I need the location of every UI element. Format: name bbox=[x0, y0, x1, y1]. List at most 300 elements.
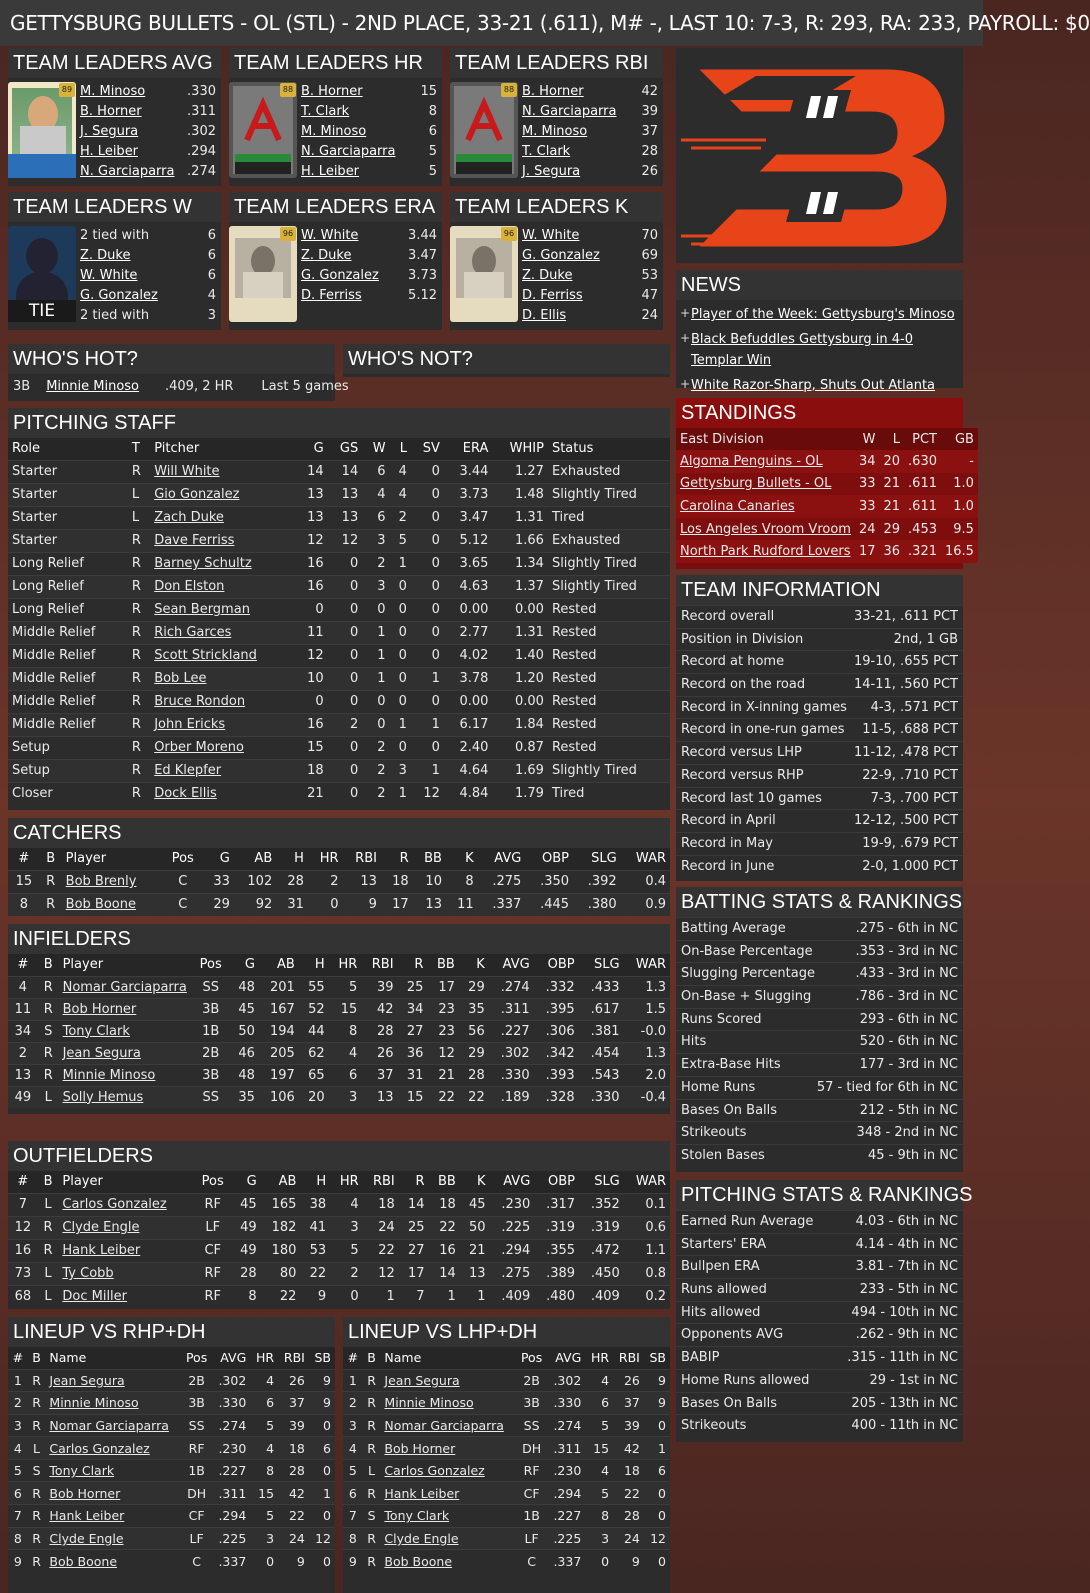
player-card-image bbox=[8, 82, 76, 178]
stat-value: 4.03 - 6th in NC bbox=[855, 1214, 958, 1229]
leader-value: .330 bbox=[187, 84, 216, 99]
table-cell: R bbox=[28, 1482, 46, 1505]
column-header[interactable]: OBP bbox=[534, 1171, 579, 1193]
player-link[interactable]: Don Elston bbox=[150, 575, 295, 598]
column-header[interactable]: Pos bbox=[194, 1171, 230, 1193]
player-link[interactable]: Bob Boone bbox=[45, 1550, 181, 1573]
column-header[interactable]: # bbox=[8, 954, 38, 976]
column-header[interactable]: K bbox=[446, 848, 478, 870]
table-cell: 0 bbox=[309, 1414, 335, 1437]
player-link[interactable]: Hank Leiber bbox=[380, 1482, 516, 1505]
player-link[interactable]: Hank Leiber bbox=[45, 1505, 181, 1528]
column-header[interactable]: AVG bbox=[478, 848, 526, 870]
table-cell: 22 bbox=[363, 1239, 399, 1262]
column-header[interactable]: WAR bbox=[624, 954, 670, 976]
table-cell: 9 bbox=[8, 1550, 28, 1573]
leader-row bbox=[80, 102, 216, 122]
table-row bbox=[343, 1459, 670, 1482]
player-link[interactable]: Hank Leiber bbox=[58, 1239, 194, 1262]
column-header[interactable]: B bbox=[363, 1347, 381, 1369]
column-header[interactable]: B bbox=[38, 1171, 59, 1193]
player-link[interactable]: Nomar Garciaparra bbox=[45, 1414, 181, 1437]
table-row bbox=[8, 1482, 335, 1505]
player-link[interactable]: Bruce Rondon bbox=[150, 690, 295, 713]
player-link[interactable]: Orber Moreno bbox=[150, 736, 295, 759]
table-cell: 6 bbox=[585, 1392, 613, 1415]
column-header[interactable]: Pos bbox=[163, 848, 202, 870]
column-header[interactable]: R bbox=[398, 954, 428, 976]
table-cell: 18 bbox=[428, 1193, 459, 1216]
column-header[interactable]: # bbox=[343, 1347, 363, 1369]
pitching-stats-heading: PITCHING STATS & RANKINGS bbox=[676, 1180, 963, 1210]
column-header[interactable]: BB bbox=[427, 954, 458, 976]
column-header[interactable]: WAR bbox=[621, 848, 670, 870]
batting-stats-heading: BATTING STATS & RANKINGS bbox=[676, 887, 963, 917]
column-header[interactable]: Player bbox=[59, 954, 193, 976]
table-cell: 1 bbox=[362, 644, 389, 667]
table-cell: 1 bbox=[309, 1482, 335, 1505]
column-header[interactable]: G bbox=[295, 438, 327, 460]
player-link[interactable]: John Ericks bbox=[150, 713, 295, 736]
leader-name[interactable]: W. White bbox=[80, 268, 138, 283]
column-header[interactable]: B bbox=[38, 954, 59, 976]
table-cell: Tired bbox=[548, 782, 670, 805]
leader-row bbox=[80, 122, 216, 142]
table-cell: 9 bbox=[343, 1550, 363, 1573]
player-link[interactable]: Bob Horner bbox=[59, 998, 193, 1020]
column-header[interactable]: Name bbox=[45, 1347, 181, 1369]
column-header[interactable]: Pos bbox=[516, 1347, 547, 1369]
column-header[interactable]: AVG bbox=[490, 1171, 535, 1193]
player-link[interactable]: Ed Klepfer bbox=[150, 759, 295, 782]
leader-value: 6 bbox=[207, 228, 216, 243]
standings-cell: 33 bbox=[858, 498, 876, 514]
table-cell: 3.44 bbox=[444, 460, 492, 483]
table-cell: 8 bbox=[446, 870, 478, 893]
table-row bbox=[8, 1285, 670, 1308]
table-cell: 6.17 bbox=[444, 713, 492, 736]
player-link[interactable]: Bob Lee bbox=[150, 667, 295, 690]
table-cell: .302 bbox=[212, 1369, 250, 1392]
stat-label: Opponents AVG bbox=[681, 1327, 784, 1343]
player-link[interactable]: Clyde Engle bbox=[380, 1527, 516, 1550]
standings-team-link[interactable]: Gettysburg Bullets - OL bbox=[680, 476, 832, 492]
table-cell: 0 bbox=[309, 1505, 335, 1528]
player-link[interactable]: Doc Miller bbox=[58, 1285, 194, 1308]
table-cell: 5 bbox=[585, 1482, 613, 1505]
stat-row bbox=[676, 855, 963, 878]
column-header[interactable]: K bbox=[460, 1171, 490, 1193]
stat-value: 212 - 5th in NC bbox=[859, 1102, 958, 1118]
stat-label: Position in Division bbox=[681, 631, 804, 647]
column-header[interactable]: # bbox=[8, 848, 40, 870]
player-link[interactable]: Nomar Garciaparra bbox=[59, 976, 193, 998]
stat-value: 293 - 6th in NC bbox=[859, 1011, 958, 1027]
table-header-row bbox=[8, 438, 670, 460]
table-cell: Starter bbox=[8, 460, 128, 483]
column-header[interactable]: Role bbox=[8, 438, 128, 460]
player-link[interactable]: Nomar Garciaparra bbox=[380, 1414, 516, 1437]
column-header[interactable]: ERA bbox=[444, 438, 492, 460]
stat-row bbox=[676, 1121, 963, 1144]
leader-name[interactable]: N. Garciaparra bbox=[301, 144, 396, 159]
lineup-rhp-table bbox=[8, 1347, 335, 1572]
table-cell: 3.78 bbox=[444, 667, 492, 690]
table-cell: 56 bbox=[459, 1020, 489, 1042]
player-link[interactable]: Bob Boone bbox=[62, 893, 164, 916]
player-link[interactable]: Dock Ellis bbox=[150, 782, 295, 805]
table-row bbox=[8, 870, 670, 893]
leader-name[interactable]: D. Ferriss bbox=[301, 288, 362, 303]
leader-name[interactable]: T. Clark bbox=[301, 104, 350, 119]
table-cell: 18 bbox=[363, 1193, 399, 1216]
leader-row bbox=[301, 142, 437, 162]
table-cell: R bbox=[128, 713, 150, 736]
leaders-era-heading: TEAM LEADERS ERA bbox=[229, 192, 442, 222]
column-header[interactable]: Pitcher bbox=[150, 438, 295, 460]
column-header[interactable]: AVG bbox=[489, 954, 534, 976]
news-item[interactable]: + Player of the Week: Gettysburg's Minoso bbox=[676, 302, 963, 327]
table-cell: 29 bbox=[459, 1042, 489, 1064]
table-cell: 26 bbox=[361, 1042, 397, 1064]
player-link[interactable]: Carlos Gonzalez bbox=[380, 1459, 516, 1482]
table-row bbox=[8, 1193, 670, 1216]
leader-name[interactable]: G. Gonzalez bbox=[80, 288, 158, 303]
standings-team-link[interactable]: Los Angeles Vroom Vroom bbox=[680, 521, 851, 537]
player-link[interactable]: Clyde Engle bbox=[58, 1216, 194, 1239]
table-cell: 3 bbox=[585, 1527, 613, 1550]
leader-name[interactable]: H. Leiber bbox=[301, 164, 360, 179]
table-cell: 2 bbox=[328, 713, 363, 736]
table-cell: 39 bbox=[613, 1414, 644, 1437]
player-link[interactable]: Minnie Minoso bbox=[45, 1392, 181, 1415]
table-cell: 9 bbox=[309, 1392, 335, 1415]
stat-value: 45 - 9th in NC bbox=[867, 1147, 958, 1163]
leader-name[interactable]: M. Minoso bbox=[522, 124, 588, 139]
column-header[interactable]: G bbox=[231, 1171, 261, 1193]
stat-value: 19-9, .679 PCT bbox=[862, 835, 958, 851]
table-cell: 1 bbox=[390, 713, 411, 736]
standings-cell: 34 bbox=[858, 453, 876, 469]
column-header[interactable]: OBP bbox=[534, 954, 579, 976]
table-cell: .395 bbox=[534, 998, 579, 1020]
column-header[interactable]: Player bbox=[62, 848, 164, 870]
column-header[interactable]: Name bbox=[380, 1347, 516, 1369]
player-link[interactable]: Carlos Gonzalez bbox=[45, 1437, 181, 1460]
table-cell: 48 bbox=[229, 1064, 259, 1086]
leader-name[interactable]: M. Minoso bbox=[301, 124, 367, 139]
player-link[interactable]: Tony Clark bbox=[380, 1505, 516, 1528]
player-link[interactable]: Barney Schultz bbox=[150, 552, 295, 575]
news-item[interactable]: + White Razor-Sharp, Shuts Out Atlanta bbox=[676, 373, 963, 398]
column-header[interactable]: Status bbox=[548, 438, 670, 460]
player-link[interactable]: Bob Horner bbox=[380, 1437, 516, 1460]
table-row bbox=[8, 667, 670, 690]
table-row bbox=[343, 1369, 670, 1392]
column-header[interactable]: RBI bbox=[363, 1171, 399, 1193]
stat-value: 11-5, .688 PCT bbox=[862, 722, 958, 738]
column-header[interactable]: W bbox=[362, 438, 389, 460]
column-header[interactable]: BB bbox=[413, 848, 446, 870]
stat-label: Batting Average bbox=[681, 921, 786, 936]
player-link[interactable]: Minnie Minoso bbox=[380, 1392, 516, 1415]
table-cell: 39 bbox=[278, 1414, 309, 1437]
column-header[interactable]: H bbox=[276, 848, 308, 870]
column-header[interactable]: SLG bbox=[579, 1171, 624, 1193]
player-link[interactable]: Clyde Engle bbox=[45, 1527, 181, 1550]
column-header[interactable]: # bbox=[8, 1347, 28, 1369]
leader-name[interactable]: B. Horner bbox=[522, 84, 584, 99]
leader-name[interactable]: Z. Duke bbox=[80, 248, 131, 263]
table-cell: 50 bbox=[460, 1216, 490, 1239]
leader-value: 70 bbox=[641, 228, 658, 243]
stat-row bbox=[676, 1099, 963, 1122]
standings-panel bbox=[676, 398, 974, 569]
leader-value: 5 bbox=[428, 144, 437, 159]
table-cell: 0 bbox=[411, 690, 444, 713]
column-header[interactable]: SV bbox=[411, 438, 444, 460]
column-header[interactable]: G bbox=[202, 848, 234, 870]
table-cell: 0 bbox=[411, 621, 444, 644]
column-header[interactable]: WHIP bbox=[492, 438, 548, 460]
player-link[interactable]: Scott Strickland bbox=[150, 644, 295, 667]
table-cell: 3 bbox=[362, 529, 389, 552]
leader-name[interactable]: N. Garciaparra bbox=[522, 104, 617, 119]
table-cell: RF bbox=[194, 1193, 230, 1216]
stat-value: .315 - 11th in NC bbox=[847, 1350, 958, 1366]
leader-name[interactable]: Z. Duke bbox=[522, 268, 573, 283]
player-link[interactable]: Jean Segura bbox=[45, 1369, 181, 1392]
table-cell: 20 bbox=[299, 1086, 329, 1108]
table-cell: 23 bbox=[427, 998, 458, 1020]
column-header[interactable]: RBI bbox=[361, 954, 397, 976]
table-cell: 0.1 bbox=[624, 1193, 670, 1216]
leaders-avg-heading: TEAM LEADERS AVG bbox=[8, 48, 221, 78]
column-header[interactable]: B bbox=[28, 1347, 46, 1369]
player-rating-badge: 88 bbox=[501, 83, 517, 97]
column-header[interactable]: Player bbox=[58, 1171, 194, 1193]
stat-label: Starters' ERA bbox=[681, 1236, 767, 1252]
column-header[interactable]: # bbox=[8, 1171, 38, 1193]
table-cell: 16 bbox=[295, 575, 327, 598]
standings-cell: 24 bbox=[858, 521, 876, 537]
stat-label: Strikeouts bbox=[681, 1418, 747, 1434]
player-link[interactable]: Tony Clark bbox=[45, 1459, 181, 1482]
player-link[interactable]: Bob Boone bbox=[380, 1550, 516, 1573]
leader-name[interactable]: D. Ellis bbox=[522, 308, 567, 323]
column-header[interactable]: L bbox=[390, 438, 411, 460]
column-header[interactable]: AB bbox=[234, 848, 276, 870]
leaders-rbi-heading: TEAM LEADERS RBI bbox=[450, 48, 663, 78]
stat-row bbox=[676, 917, 963, 940]
whos-not-heading: WHO'S NOT? bbox=[343, 344, 670, 374]
table-cell: 15 bbox=[398, 1086, 428, 1108]
table-cell: 13 bbox=[295, 483, 327, 506]
table-cell: 28 bbox=[231, 1262, 261, 1285]
table-cell: S bbox=[363, 1505, 381, 1528]
column-header[interactable]: SB bbox=[309, 1347, 335, 1369]
column-header[interactable]: AVG bbox=[547, 1347, 585, 1369]
table-cell: 21 bbox=[295, 782, 327, 805]
table-cell: 0 bbox=[585, 1550, 613, 1573]
table-cell: 68 bbox=[8, 1285, 38, 1308]
stat-value: 4-3, .571 PCT bbox=[870, 699, 958, 715]
hot-player-name[interactable]: Minnie Minoso bbox=[46, 379, 139, 394]
column-header[interactable]: GS bbox=[328, 438, 363, 460]
leader-name[interactable]: W. White bbox=[522, 228, 580, 243]
table-cell: 0 bbox=[309, 1550, 335, 1573]
standings-team-link[interactable]: North Park Rudford Lovers bbox=[680, 544, 851, 560]
player-link[interactable]: Zach Duke bbox=[150, 506, 295, 529]
column-header[interactable]: SLG bbox=[573, 848, 621, 870]
column-header[interactable]: HR bbox=[330, 1171, 362, 1193]
table-cell: R bbox=[128, 644, 150, 667]
player-link[interactable]: Jean Segura bbox=[59, 1042, 193, 1064]
player-link[interactable]: Minnie Minoso bbox=[59, 1064, 193, 1086]
news-item[interactable]: + Black Befuddles Gettysburg in 4-0 Templar Win bbox=[676, 327, 963, 373]
column-header[interactable]: AB bbox=[261, 1171, 301, 1193]
table-cell: 9 bbox=[644, 1392, 670, 1415]
table-cell: 0 bbox=[362, 598, 389, 621]
player-link[interactable]: Bob Brenly bbox=[62, 870, 164, 893]
table-cell: C bbox=[181, 1550, 212, 1573]
leader-name[interactable]: W. White bbox=[301, 228, 359, 243]
table-cell: 1 bbox=[363, 1285, 399, 1308]
leader-name[interactable]: B. Horner bbox=[301, 84, 363, 99]
catchers-panel bbox=[8, 818, 670, 913]
standings-cell: - bbox=[969, 453, 974, 469]
leader-name[interactable]: G. Gonzalez bbox=[522, 248, 600, 263]
standings-team-link[interactable]: Carolina Canaries bbox=[680, 498, 795, 514]
table-cell: R bbox=[363, 1414, 381, 1437]
player-link[interactable]: Jean Segura bbox=[380, 1369, 516, 1392]
leader-value: 4 bbox=[207, 288, 216, 303]
leader-name[interactable]: M. Minoso bbox=[80, 84, 146, 99]
column-header[interactable]: G bbox=[229, 954, 259, 976]
column-header[interactable]: SLG bbox=[579, 954, 624, 976]
column-header[interactable]: T bbox=[128, 438, 150, 460]
leader-name[interactable]: G. Gonzalez bbox=[301, 268, 379, 283]
table-cell: CF bbox=[181, 1505, 212, 1528]
column-header[interactable]: Pos bbox=[181, 1347, 212, 1369]
column-header[interactable]: H bbox=[299, 954, 329, 976]
stat-label: Record last 10 games bbox=[681, 790, 822, 806]
column-header[interactable]: HR bbox=[585, 1347, 613, 1369]
leader-value: 28 bbox=[641, 144, 658, 159]
table-cell: 12 bbox=[644, 1527, 670, 1550]
stat-value: 2-0, 1.000 PCT bbox=[862, 858, 958, 874]
leader-name[interactable]: J. Segura bbox=[522, 164, 581, 179]
table-cell: 4 bbox=[329, 1042, 362, 1064]
player-link[interactable]: Tony Clark bbox=[59, 1020, 193, 1042]
column-header[interactable]: HR bbox=[329, 954, 362, 976]
table-cell: Rested bbox=[548, 713, 670, 736]
leader-name[interactable]: Z. Duke bbox=[301, 248, 352, 263]
column-header[interactable]: OBP bbox=[525, 848, 573, 870]
table-cell: 41 bbox=[300, 1216, 330, 1239]
column-header[interactable]: K bbox=[459, 954, 489, 976]
stat-row bbox=[676, 741, 963, 764]
table-row bbox=[343, 1505, 670, 1528]
stat-value: 11-12, .478 PCT bbox=[854, 745, 958, 761]
table-cell: 0 bbox=[328, 575, 363, 598]
column-header[interactable]: SB bbox=[644, 1347, 670, 1369]
standings-team-link[interactable]: Algoma Penguins - OL bbox=[680, 453, 823, 469]
table-cell: 4.84 bbox=[444, 782, 492, 805]
column-header[interactable]: HR bbox=[308, 848, 343, 870]
leader-name[interactable]: T. Clark bbox=[522, 144, 571, 159]
table-cell: .480 bbox=[534, 1285, 579, 1308]
table-cell: 55 bbox=[299, 976, 329, 998]
table-cell: 49 bbox=[231, 1239, 261, 1262]
leader-name[interactable]: H. Leiber bbox=[80, 144, 139, 159]
table-cell: 3 bbox=[362, 575, 389, 598]
column-header[interactable]: AB bbox=[259, 954, 299, 976]
column-header[interactable]: BB bbox=[428, 1171, 459, 1193]
leader-name[interactable]: D. Ferriss bbox=[522, 288, 583, 303]
player-link[interactable]: Gio Gonzalez bbox=[150, 483, 295, 506]
player-link[interactable]: Ty Cobb bbox=[58, 1262, 194, 1285]
column-header[interactable]: H bbox=[300, 1171, 330, 1193]
leader-name[interactable]: N. Garciaparra bbox=[80, 164, 175, 179]
column-header[interactable]: AVG bbox=[212, 1347, 250, 1369]
table-cell: .454 bbox=[579, 1042, 624, 1064]
player-link[interactable]: Bob Horner bbox=[45, 1482, 181, 1505]
table-cell: 18 bbox=[381, 870, 413, 893]
table-cell: 29 bbox=[202, 893, 234, 916]
player-link[interactable]: Rich Garces bbox=[150, 621, 295, 644]
column-header[interactable]: WAR bbox=[624, 1171, 670, 1193]
pitching-staff-table bbox=[8, 438, 670, 805]
tie-label: TIE bbox=[8, 300, 76, 322]
table-cell: 2 bbox=[362, 759, 389, 782]
table-cell: L bbox=[363, 1459, 381, 1482]
column-header[interactable]: RBI bbox=[613, 1347, 644, 1369]
column-header[interactable]: R bbox=[381, 848, 413, 870]
stat-value: 12-12, .500 PCT bbox=[854, 813, 958, 829]
table-cell: 3B bbox=[181, 1392, 212, 1415]
column-header[interactable]: B bbox=[40, 848, 62, 870]
table-cell: 11 bbox=[295, 621, 327, 644]
leader-value: 6 bbox=[428, 124, 437, 139]
player-link[interactable]: Carlos Gonzalez bbox=[58, 1193, 194, 1216]
player-link[interactable]: Solly Hemus bbox=[59, 1086, 193, 1108]
column-header[interactable]: HR bbox=[250, 1347, 278, 1369]
column-header[interactable]: Pos bbox=[192, 954, 229, 976]
table-cell: 2 bbox=[390, 506, 411, 529]
leaders-hr-list bbox=[301, 82, 437, 182]
player-link[interactable]: Will White bbox=[150, 460, 295, 483]
leader-name[interactable]: B. Horner bbox=[80, 104, 142, 119]
table-cell: 28 bbox=[276, 870, 308, 893]
table-cell: 27 bbox=[398, 1020, 428, 1042]
table-cell: 24 bbox=[613, 1527, 644, 1550]
player-link[interactable]: Sean Bergman bbox=[150, 598, 295, 621]
stat-row bbox=[676, 605, 963, 628]
table-cell: 46 bbox=[229, 1042, 259, 1064]
leader-name[interactable]: J. Segura bbox=[80, 124, 139, 139]
leader-row bbox=[301, 286, 437, 306]
column-header[interactable]: RBI bbox=[278, 1347, 309, 1369]
table-row bbox=[8, 976, 670, 998]
table-cell: R bbox=[28, 1369, 46, 1392]
table-cell: Rested bbox=[548, 667, 670, 690]
player-link[interactable]: Dave Ferriss bbox=[150, 529, 295, 552]
table-row bbox=[8, 1459, 335, 1482]
table-cell: 3B bbox=[516, 1392, 547, 1415]
column-header[interactable]: R bbox=[399, 1171, 429, 1193]
column-header[interactable]: RBI bbox=[343, 848, 381, 870]
